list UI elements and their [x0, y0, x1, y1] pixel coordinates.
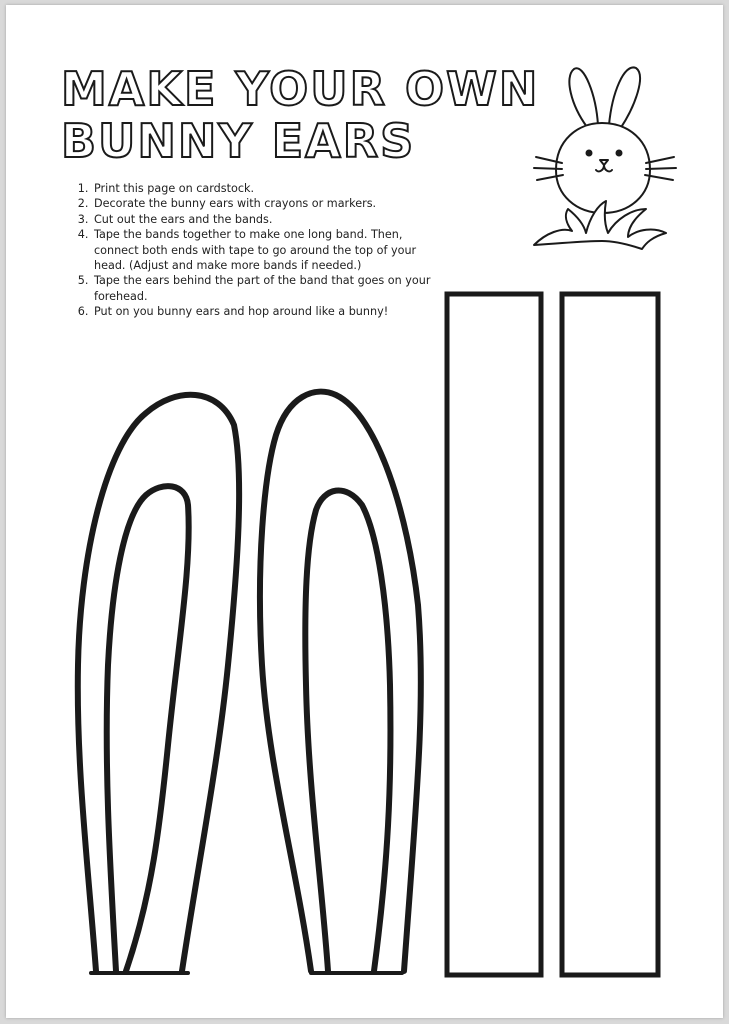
bunny-ear-cutout-right — [260, 392, 421, 973]
bunny-ear-cutout-left — [78, 395, 239, 973]
headband-strip-right — [562, 294, 658, 975]
bunny-icon — [534, 67, 676, 249]
instruction-step: 6. Put on you bunny ears and hop around like a bunny! — [92, 304, 442, 319]
title-line-1: MAKE YOUR OWN — [61, 62, 540, 116]
title-line-2: BUNNY EARS — [61, 114, 416, 168]
cutout-artwork — [6, 5, 723, 1018]
instruction-step: 2. Decorate the bunny ears with crayons or markers. — [92, 196, 442, 211]
instruction-step: 3. Cut out the ears and the bands. — [92, 212, 442, 227]
headband-strip-left — [447, 294, 541, 975]
worksheet-page — [6, 5, 723, 1018]
instruction-step: 1. Print this page on cardstock. — [92, 181, 442, 196]
instruction-step: 4. Tape the bands together to make one long band. Then, connect both ends with tape to go around the top of your head. (Adjust and make more bands if needed.) — [92, 227, 442, 273]
instruction-step: 5. Tape the ears behind the part of the band that goes on your forehead. — [92, 273, 442, 304]
